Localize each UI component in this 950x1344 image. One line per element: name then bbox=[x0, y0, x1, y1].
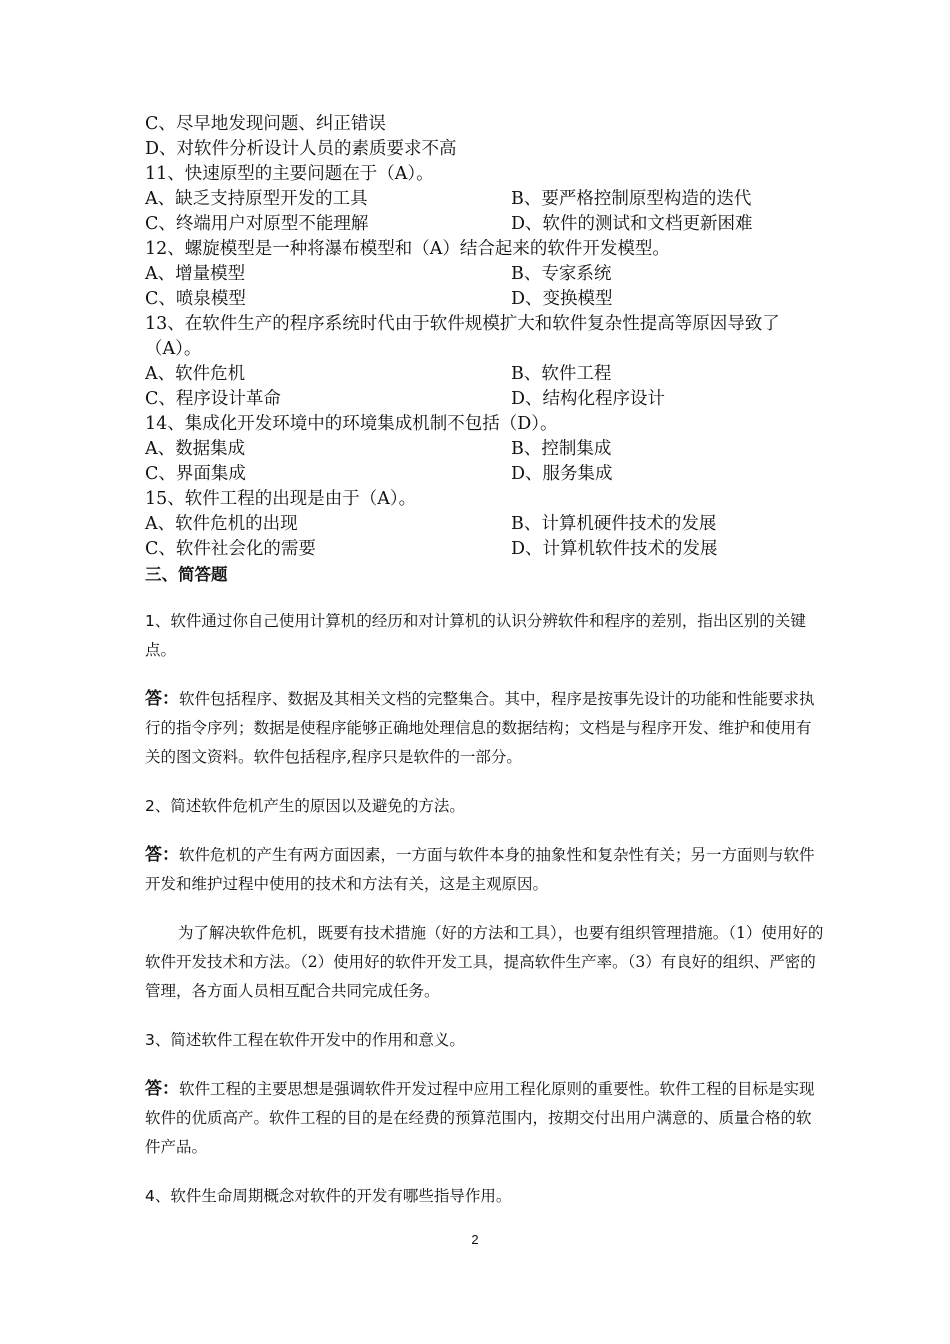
question-text: 软件通过你自己使用计算机的经历和对计算机的认识分辨软件和程序的差别，指出区别的关键点。 bbox=[145, 612, 806, 659]
option-c: C、程序设计革命 bbox=[145, 389, 281, 409]
option-c: C、界面集成 bbox=[145, 464, 246, 484]
section-title: 三、简答题 bbox=[145, 565, 228, 584]
option-d: D、软件的测试和文档更新困难 bbox=[511, 214, 753, 234]
question-11: 11、快速原型的主要问题在于（A）。 bbox=[145, 164, 434, 184]
short-answer-question-1 bbox=[145, 607, 825, 665]
answer-label: 答： bbox=[145, 1079, 179, 1099]
short-answer-question-2 bbox=[145, 792, 825, 821]
option-c: C、软件社会化的需要 bbox=[145, 539, 316, 559]
question-12: 12、螺旋模型是一种将瀑布模型和（A）结合起来的软件开发模型。 bbox=[145, 239, 670, 259]
answer-paragraph: 为了解决软件危机，既要有技术措施（好的方法和工具），也要有组织管理措施。（1）使用好的软件开发技术和方法。（2）使用好的软件开发工具，提高软件生产率。（3）有良好的组织、严密的管理，各方面人员相互配合共同完成任务。 bbox=[145, 924, 824, 1000]
page-number: 2 bbox=[471, 1232, 479, 1247]
question-number: 3、 bbox=[145, 1031, 171, 1049]
option-b: B、控制集成 bbox=[511, 439, 612, 459]
options-row bbox=[145, 387, 825, 412]
option-b: B、计算机硬件技术的发展 bbox=[511, 514, 717, 534]
option-a: A、软件危机的出现 bbox=[145, 514, 298, 534]
option-b: B、软件工程 bbox=[511, 364, 612, 384]
option-d: D、计算机软件技术的发展 bbox=[511, 539, 718, 559]
options-row bbox=[145, 187, 825, 212]
question-13: 13、在软件生产的程序系统时代由于软件规模扩大和软件复杂性提高等原因导致了（A）。 bbox=[145, 314, 780, 359]
question-14: 14、集成化开发环境中的环境集成机制不包括（D）。 bbox=[145, 414, 558, 434]
option-a: A、缺乏支持原型开发的工具 bbox=[145, 189, 368, 209]
question-number: 4、 bbox=[145, 1187, 171, 1205]
options-row bbox=[145, 212, 825, 237]
option-d-q10: D、对软件分析设计人员的素质要求不高 bbox=[145, 139, 457, 159]
option-d: D、服务集成 bbox=[511, 464, 613, 484]
option-d: D、变换模型 bbox=[511, 289, 613, 309]
answer-text: 软件工程的主要思想是强调软件开发过程中应用工程化原则的重要性。软件工程的目标是实现软件的优质高产。软件工程的目的是在经费的预算范围内，按期交付出用户满意的、质量合格的软件产品。 bbox=[145, 1080, 815, 1156]
option-c: C、喷泉模型 bbox=[145, 289, 246, 309]
option-c-q10: C、尽早地发现问题、纠正错误 bbox=[145, 114, 386, 134]
answer-label: 答： bbox=[145, 689, 179, 709]
short-answer-answer-1 bbox=[145, 685, 825, 772]
options-row bbox=[145, 362, 825, 387]
short-answer-answer-3 bbox=[145, 1075, 825, 1162]
question-text: 简述软件危机产生的原因以及避免的方法。 bbox=[170, 797, 465, 815]
option-c: C、终端用户对原型不能理解 bbox=[145, 214, 369, 234]
answer-text: 软件危机的产生有两方面因素，一方面与软件本身的抽象性和复杂性有关；另一方面则与软件开发和维护过程中使用的技术和方法有关，这是主观原因。 bbox=[145, 846, 815, 893]
short-answer-question-3 bbox=[145, 1026, 825, 1055]
option-a: A、软件危机 bbox=[145, 364, 246, 384]
question-number: 2、 bbox=[145, 797, 171, 815]
question-text: 简述软件工程在软件开发中的作用和意义。 bbox=[170, 1031, 465, 1049]
option-d: D、结构化程序设计 bbox=[511, 389, 666, 409]
option-b: B、专家系统 bbox=[511, 264, 612, 284]
option-a: A、增量模型 bbox=[145, 264, 246, 284]
options-row bbox=[145, 287, 825, 312]
short-answer-question-4 bbox=[145, 1182, 825, 1211]
options-row bbox=[145, 537, 825, 562]
option-b: B、要严格控制原型构造的迭代 bbox=[511, 189, 752, 209]
option-a: A、数据集成 bbox=[145, 439, 246, 459]
options-row bbox=[145, 262, 825, 287]
answer-label: 答： bbox=[145, 845, 179, 865]
answer-text: 软件包括程序、数据及其相关文档的完整集合。其中，程序是按事先设计的功能和性能要求执行的指令序列；数据是使程序能够正确地处理信息的数据结构；文档是与程序开发、维护和使用有关的图文资料。软件包括程序,程序只是软件的一部分。 bbox=[145, 690, 815, 766]
options-row bbox=[145, 512, 825, 537]
question-15: 15、软件工程的出现是由于（A）。 bbox=[145, 489, 417, 509]
question-number: 1、 bbox=[145, 612, 171, 630]
document-page bbox=[145, 112, 825, 1211]
options-row bbox=[145, 437, 825, 462]
question-text: 软件生命周期概念对软件的开发有哪些指导作用。 bbox=[170, 1187, 512, 1205]
short-answer-answer-2 bbox=[145, 841, 825, 899]
options-row bbox=[145, 462, 825, 487]
